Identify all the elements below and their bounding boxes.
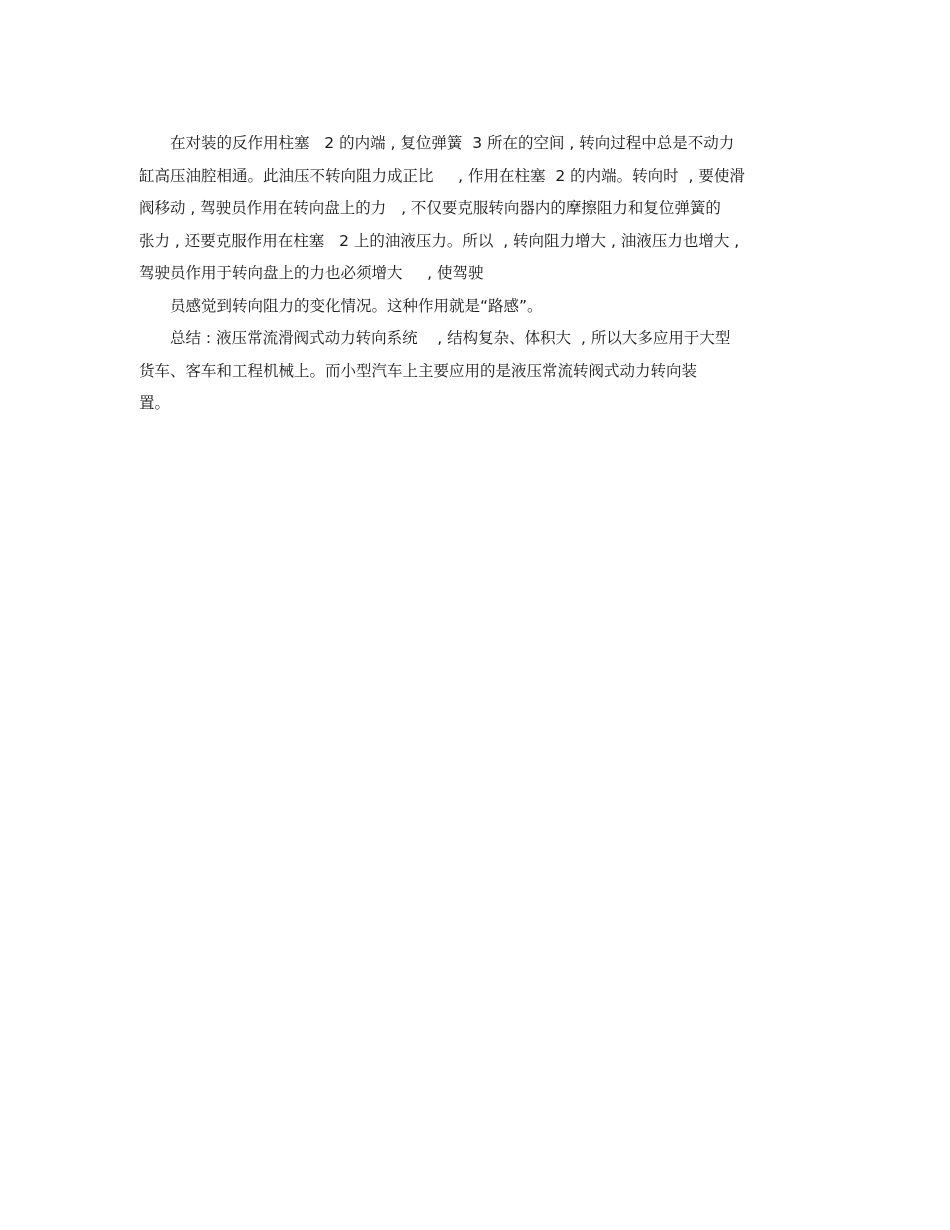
body-text — [139, 127, 819, 420]
text-line: 驾驶员作用于转向盘上的力也必须增大 , 使驾驶 — [139, 264, 484, 282]
text-line: 张力 , 还要克服作用在柱塞 2 上的油液压力。所以 , 转向阻力增大 , 油液压力也增大 , — [139, 231, 740, 250]
text-line: 货车、客车和工程机械上。而小型汽车上主要应用的是液压常流转阀式动力转向装 — [139, 361, 698, 380]
text-line: 总结 : 液压常流滑阀式动力转向系统 , 结构复杂、体积大 , 所以大多应用于大型 — [170, 329, 731, 347]
paragraph-1 — [139, 127, 819, 290]
text-line: 员感觉到转向阻力的变化情况。这种作用就是“路感”。 — [170, 296, 543, 315]
text-line: 置。 — [139, 394, 171, 412]
paragraph-3 — [139, 322, 819, 420]
text-line: 在对装的反作用柱塞 2 的内端 , 复位弹簧 3 所在的空间 , 转向过程中总是不动力 — [170, 134, 735, 152]
text-line: 阀移动 , 驾驶员作用在转向盘上的力 , 不仅要克服转向器内的摩擦阻力和复位弹簧的 — [139, 199, 721, 217]
text-line: 缸高压油腔相通。此油压不转向阻力成正比 , 作用在柱塞 2 的内端。转向时 , 要使滑 — [139, 166, 745, 185]
paragraph-2 — [139, 290, 819, 323]
